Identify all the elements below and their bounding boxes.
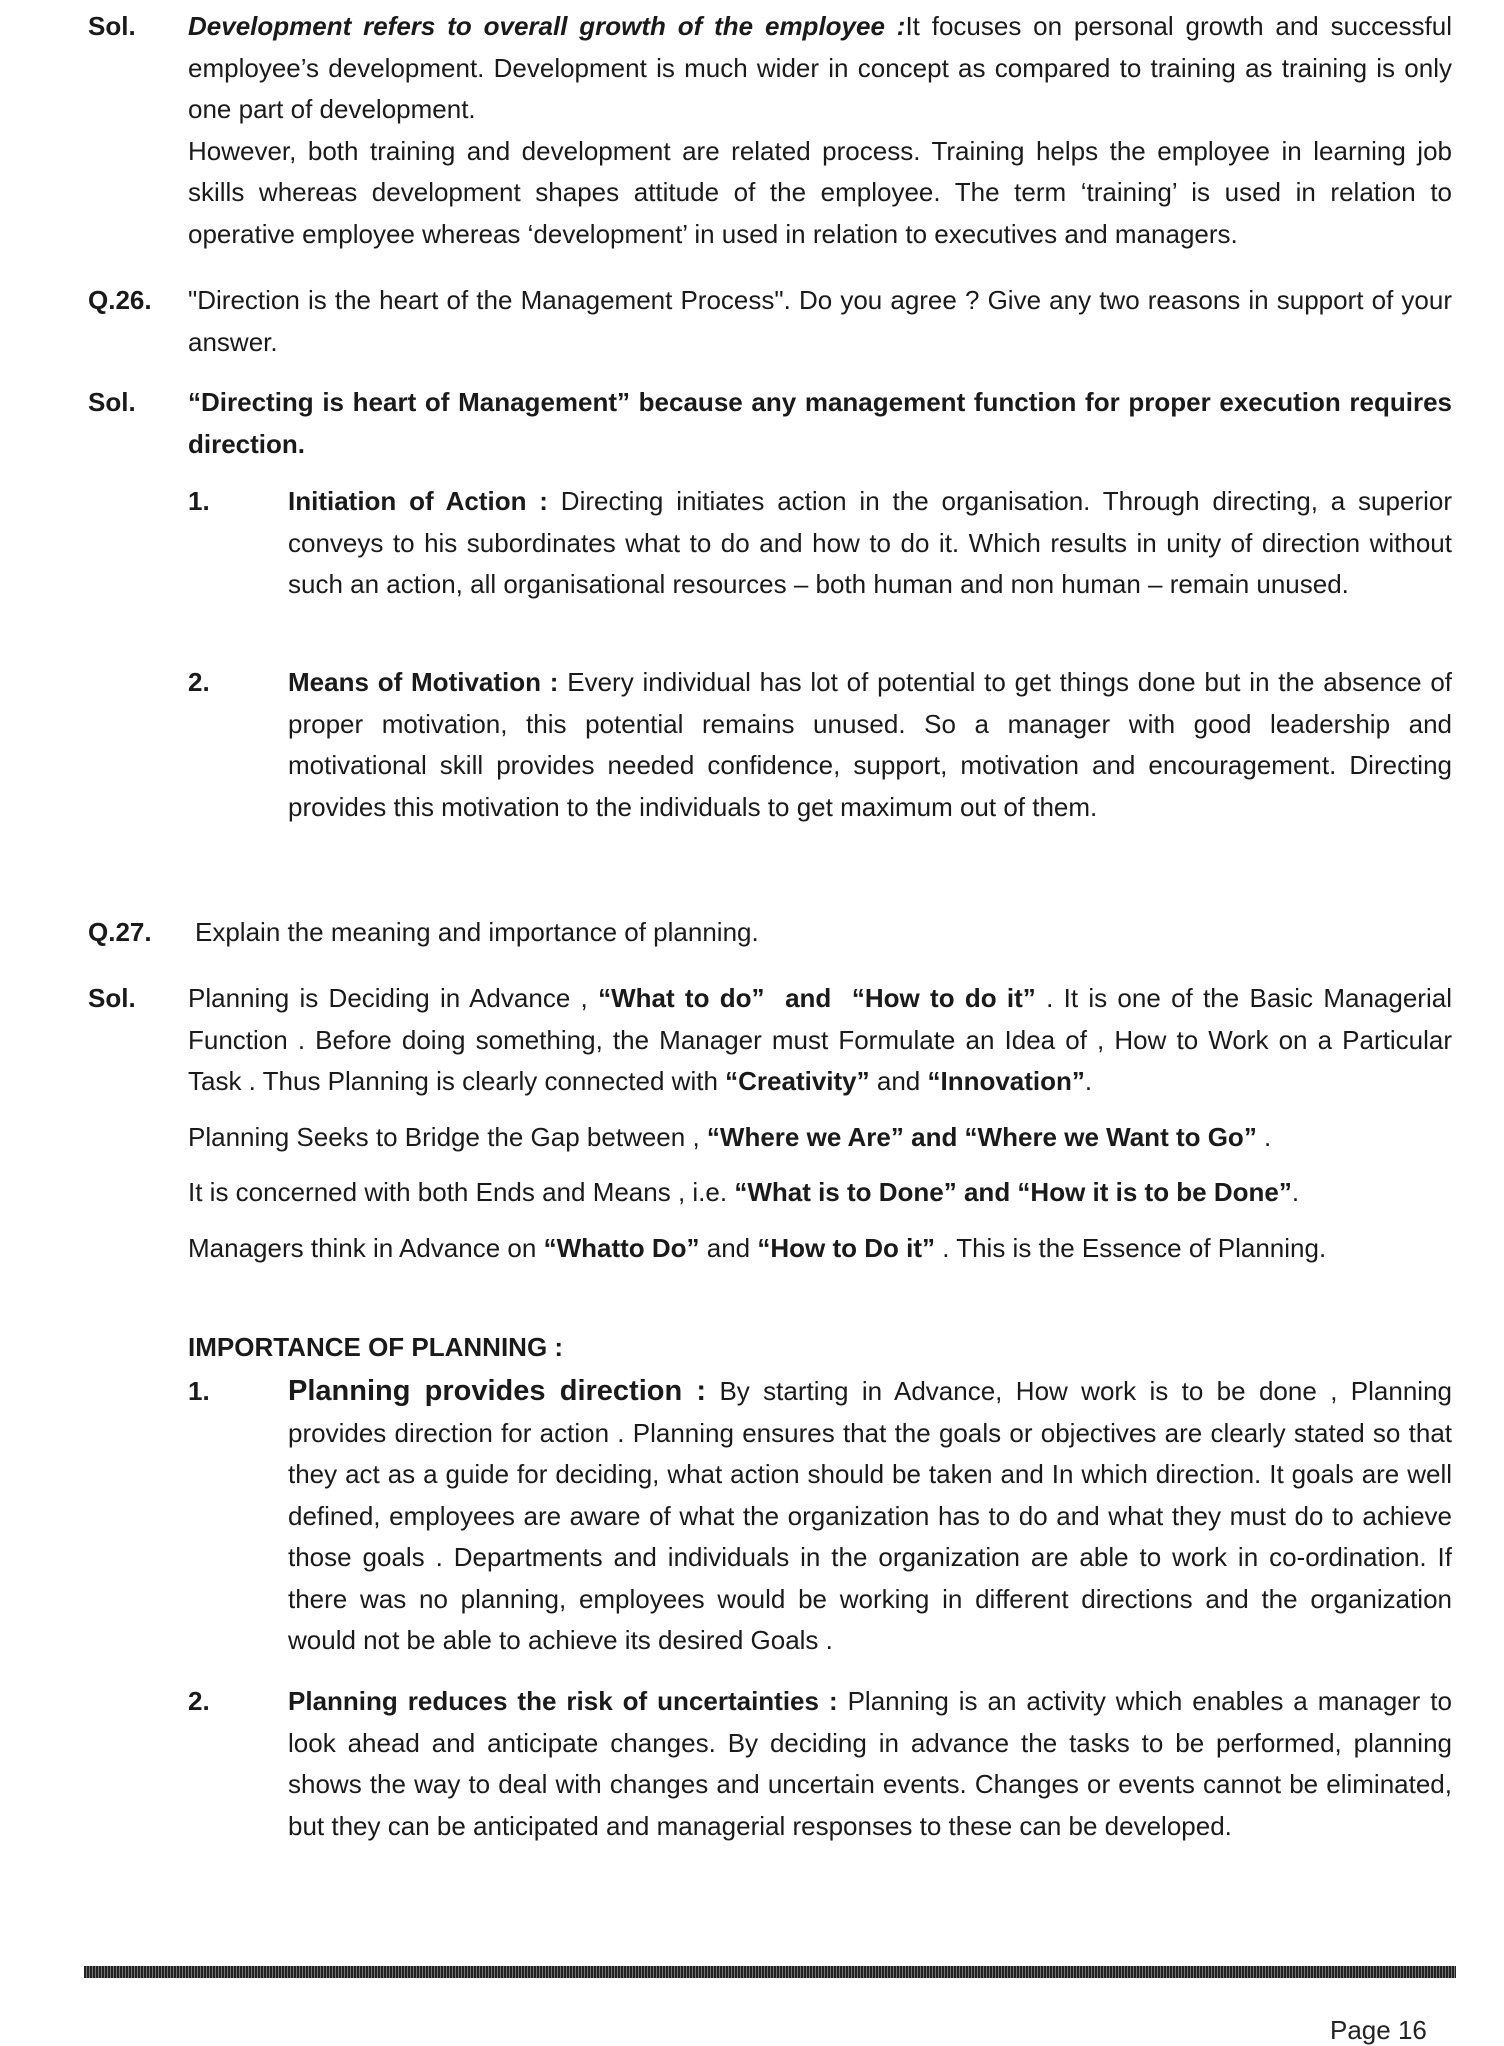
item-body [288,662,1452,828]
importance-heading: IMPORTANCE OF PLANNING : [188,1332,564,1362]
q26-text: "Direction is the heart of the Management Process". Do you agree ? Give any two reasons in support of your answer. [188,285,1452,357]
item-body [288,1371,1452,1662]
item-number: 2. [188,1686,210,1716]
development-para-1: It focuses on personal growth and successful employee’s development. Development is much wider in concept as compared to training as training is only one part of development. [188,11,1452,124]
sol27-label: Sol. [88,983,136,1013]
sol-development-text [188,6,1452,255]
sol26-heading: “Directing is heart of Management” because any management function for proper execution requires direction. [188,387,1452,459]
q27-label: Q.27. [88,917,152,947]
item-number: 2. [188,667,210,697]
page-number: Page 16 [1330,2015,1427,2045]
item-title: Planning reduces the risk of uncertainties : [288,1686,838,1716]
item-text: By starting in Advance, How work is to be done , Planning provides direction for action . Planning ensures that the goals or objectives are clearly stated so that they act as a guide for deciding, what action should be taken and In which direction. It goals are well defined, employees are aware of what the organization has to do and what they must do to achieve those goals . Departments and individuals in the organization are able to work in co-ordination. If there was no planning, employees would be working in different directions and the organization would not be able to achieve its desired Goals . [288,1376,1452,1655]
item-text: Every individual has lot of potential to get things done but in the absence of proper motivation, this potential remains unused. So a manager with good leadership and motivational skill provides needed confidence, support, motivation and encouragement. Directing provides this motivation to the individuals to get maximum out of them. [288,667,1453,822]
item-body [288,1681,1452,1847]
planning-para-3: It is concerned with both Ends and Means , i.e. “What is to Done” and “How it is to be Done”. [188,1177,1300,1207]
sol26-label: Sol. [88,387,136,417]
item-title: Initiation of Action : [288,486,548,516]
item-title: Means of Motivation : [288,667,559,697]
item-text: Planning is an activity which enables a manager to look ahead and anticipate changes. By deciding in advance the tasks to be performed, planning shows the way to deal with changes and uncertain events. Changes or events cannot be eliminated, but they can be anticipated and managerial responses to these can be developed. [288,1686,1452,1841]
development-para-2: However, both training and development are related process. Training helps the employee in learning job skills whereas development shapes attitude of the employee. The term ‘training’ is used in relation to operative employee whereas ‘development’ in used in relation to executives and managers. [188,135,1452,249]
q27-text: Explain the meaning and importance of planning. [195,917,759,947]
q26-label: Q.26. [88,285,152,315]
item-title: Planning provides direction : [288,1375,707,1407]
sol27-text [188,978,1452,1269]
item-number: 1. [188,1376,210,1406]
item-number: 1. [188,486,210,516]
sol-label: Sol. [88,11,136,41]
planning-para-4: Managers think in Advance on “Whatto Do” and “How to Do it” . This is the Essence of Planning. [188,1232,1327,1263]
planning-para-2: Planning Seeks to Bridge the Gap between , “Where we Are” and “Where we Want to Go” . [188,1121,1272,1152]
planning-para-1: Planning is Deciding in Advance , “What to do” and “How to do it” . It is one of the Basic Managerial Function . Before doing something, the Manager must Formulate an Idea of , How to Work on a Particular Task . Thus Planning is clearly connected with “Creativity” and “Innovation”. [188,983,1452,1096]
footer-divider [84,1966,1456,1978]
item-text: Directing initiates action in the organisation. Through directing, a superior conveys to his subordinates what to do and how to do it. Which results in unity of direction without such an action, all organisational resources – both human and non human – remain unused. [288,486,1452,599]
item-body [288,481,1452,606]
development-lead: Development refers to overall growth of the employee : [188,11,906,41]
